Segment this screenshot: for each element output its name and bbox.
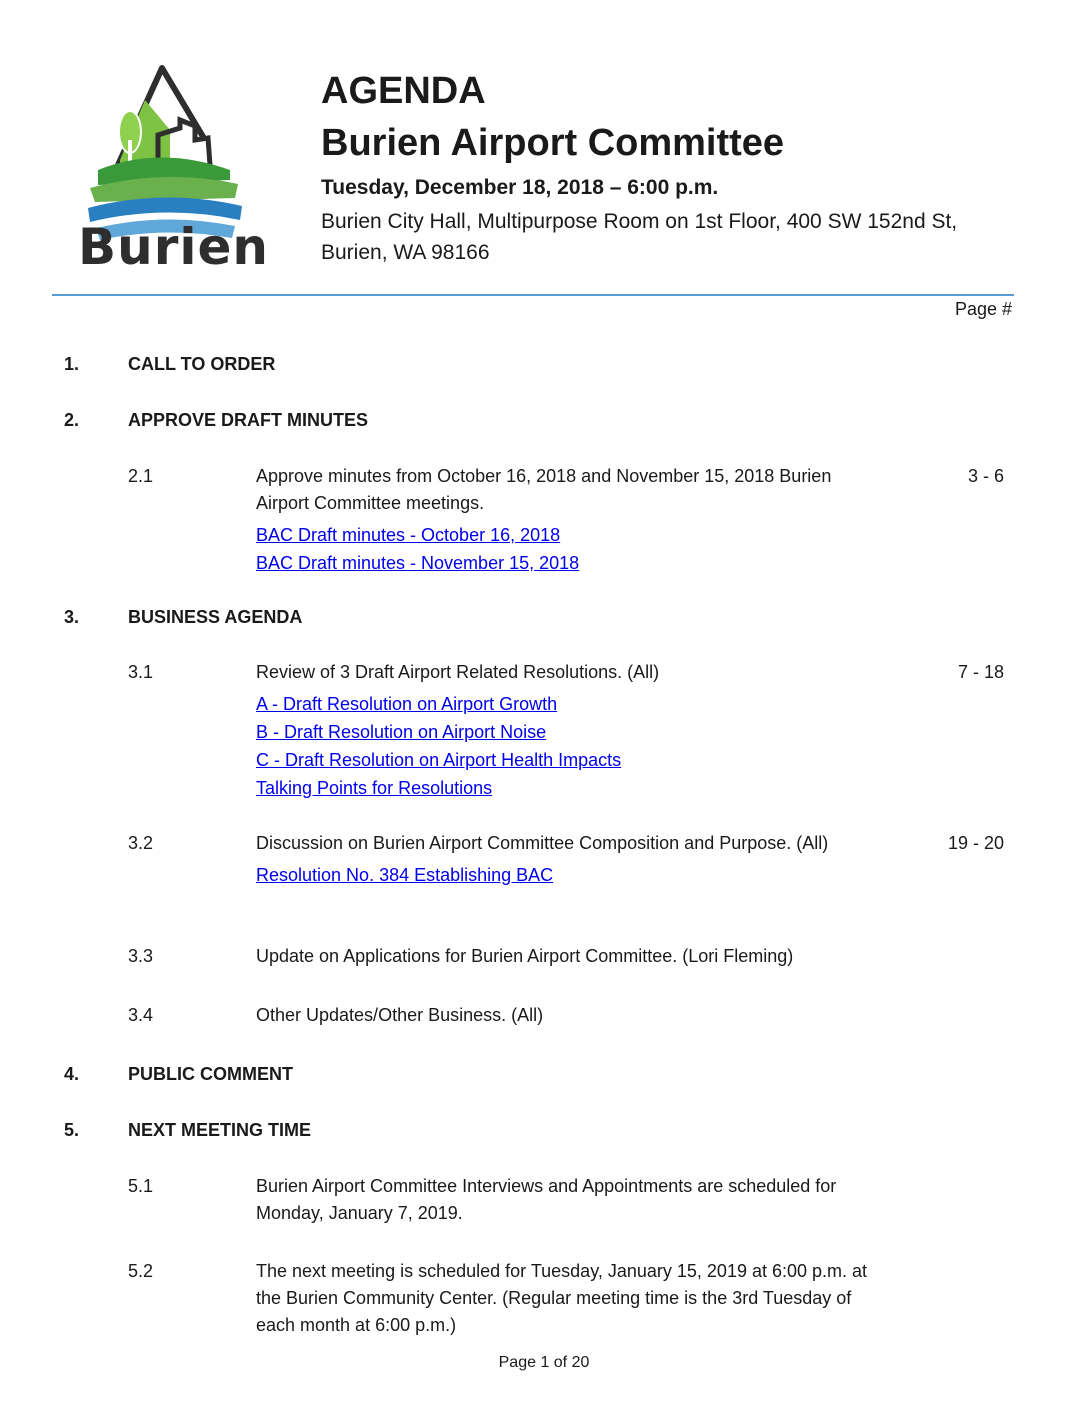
committee-name: Burien Airport Committee: [321, 122, 785, 164]
section-number: 3.: [64, 607, 80, 627]
item-number: 3.2: [128, 833, 154, 853]
meeting-location: Burien City Hall, Multipurpose Room on 1st Floor, 400 SW 152nd St, Burien, WA 98166: [321, 210, 958, 264]
item-number: 5.1: [128, 1176, 154, 1196]
item-text: Review of 3 Draft Airport Related Resolutions. (All): [256, 662, 660, 682]
item-number: 3.3: [128, 946, 154, 966]
page-column-header: Page #: [954, 299, 1012, 319]
item-pages: 3 - 6: [967, 466, 1004, 486]
item-text: Burien Airport Committee Interviews and Appointments are scheduled for Monday, January 7, 2019.: [256, 1176, 837, 1223]
link-talking-points[interactable]: Talking Points for Resolutions: [256, 778, 493, 798]
item-pages: 7 - 18: [957, 662, 1004, 682]
section-number: 4.: [64, 1064, 80, 1084]
link-minutes-oct-16[interactable]: BAC Draft minutes - October 16, 2018: [256, 525, 561, 545]
section-number: 5.: [64, 1120, 80, 1140]
item-text: Approve minutes from October 16, 2018 and November 15, 2018 Burien Airport Committee meetings.: [256, 466, 832, 513]
link-minutes-nov-15[interactable]: BAC Draft minutes - November 15, 2018: [256, 553, 580, 573]
item-pages: 19 - 20: [947, 833, 1004, 853]
meeting-date: Tuesday, December 18, 2018 – 6:00 p.m.: [321, 176, 719, 199]
item-number: 5.2: [128, 1261, 154, 1281]
document-title: AGENDA: [321, 70, 486, 112]
page-footer: Page 1 of 20: [498, 1354, 590, 1371]
item-text: Discussion on Burien Airport Committee Composition and Purpose. (All): [256, 833, 829, 853]
item-number: 2.1: [128, 466, 154, 486]
section-number: 2.: [64, 410, 80, 430]
section-title: BUSINESS AGENDA: [128, 607, 303, 627]
item-text: The next meeting is scheduled for Tuesday, January 15, 2019 at 6:00 p.m. at the Burien Community Center. (Regular meeting time is the 3rd Tuesday of each month at 6:00 p.m.): [256, 1261, 868, 1335]
link-resolution-noise[interactable]: B - Draft Resolution on Airport Noise: [256, 722, 547, 742]
section-title: CALL TO ORDER: [128, 354, 276, 374]
link-resolution-health[interactable]: C - Draft Resolution on Airport Health Impacts: [256, 750, 622, 770]
header-divider: [52, 294, 1014, 296]
section-title: APPROVE DRAFT MINUTES: [128, 410, 369, 430]
item-number: 3.4: [128, 1005, 154, 1025]
logo-wordmark: Burien: [78, 218, 270, 276]
link-resolution-384[interactable]: Resolution No. 384 Establishing BAC: [256, 865, 554, 885]
section-title: PUBLIC COMMENT: [128, 1064, 293, 1084]
item-number: 3.1: [128, 662, 154, 682]
item-text: Other Updates/Other Business. (All): [256, 1005, 544, 1025]
section-title: NEXT MEETING TIME: [128, 1120, 312, 1140]
item-text: Update on Applications for Burien Airport Committee. (Lori Fleming): [256, 946, 794, 966]
section-number: 1.: [64, 354, 80, 374]
link-resolution-growth[interactable]: A - Draft Resolution on Airport Growth: [256, 694, 558, 714]
